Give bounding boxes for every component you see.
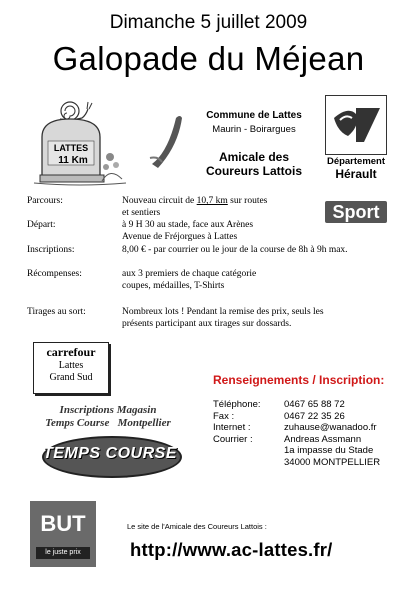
detail-value-depart (122, 220, 384, 243)
event-date: Dimanche 5 juillet 2009 (109, 12, 308, 33)
contact-fax: 0467 22 35 26 (284, 410, 345, 422)
parcours-line-1: Nouveau circuit de 10,7 km sur routes (122, 196, 268, 206)
contact-labels (213, 399, 261, 445)
but-logo (30, 501, 96, 567)
contact-address-1: 1a impasse du Stade (284, 445, 374, 456)
recompenses-line-1: aux 3 premiers de chaque catégorie (122, 269, 257, 279)
amicale-swoosh-logo (148, 112, 188, 170)
depart-line-2: Avenue de Fréjorgues à Lattes (122, 231, 238, 242)
temps-course-logo: TEMPS COURSE (42, 445, 177, 462)
herault-sport: Sport (325, 201, 387, 223)
detail-value-inscriptions: 8,00 € - par courrier ou le jour de la course de 8h à 9h max. (122, 245, 348, 255)
contact-label-courrier: Courrier : (213, 433, 253, 445)
contact-phone: 0467 65 88 72 (284, 399, 345, 410)
amicale-line-1: Amicale des (218, 150, 290, 164)
detail-label-depart: Départ: (27, 220, 56, 230)
renseignements-heading: Renseignements / Inscription: (213, 373, 385, 387)
herault-line-1: Département (326, 156, 386, 167)
contact-email[interactable]: zuhause@wanadoo.fr (284, 422, 377, 433)
detail-value-parcours (122, 196, 384, 219)
carrefour-brand: carrefour (46, 345, 96, 359)
recompenses-line-2: coupes, médailles, T-Shirts (122, 280, 225, 291)
herault-emblem (325, 95, 387, 155)
tirages-line-1: Nombreux lots ! Pendant la remise des prix, seuls les (122, 307, 324, 317)
tirages-line-2: présents participant aux tirages sur dossards. (122, 318, 292, 329)
milestone-text-2: 11 Km (58, 155, 88, 166)
detail-label-tirages: Tirages au sort: (27, 307, 86, 317)
contact-values (284, 399, 380, 468)
parcours-line-2: et sentiers (122, 207, 161, 218)
galopade-logo (30, 97, 130, 189)
but-brand: BUT (40, 511, 86, 536)
carrefour-line-2: Grand Sud (49, 372, 93, 383)
detail-value-recompenses (122, 269, 384, 292)
but-tagline: le juste prix (36, 547, 90, 559)
swoosh-icon (148, 112, 188, 170)
website-caption: Le site de l'Amicale des Coureurs Lattois : (127, 522, 267, 531)
herault-emblem-icon (326, 96, 385, 153)
detail-label-recompenses: Récompenses: (27, 269, 82, 279)
website-url[interactable]: http://www.ac-lattes.fr/ (130, 539, 333, 560)
depart-line-1: à 9 H 30 au stade, face aux Arènes (122, 220, 254, 230)
contact-label-fax: Fax : (213, 410, 235, 422)
contact-courrier: Andreas Assmann (284, 433, 362, 445)
detail-label-parcours: Parcours: (27, 196, 63, 206)
herault-line-2: Hérault (335, 167, 377, 181)
event-title: Galopade du Méjean (52, 40, 365, 77)
carrefour-sponsor (33, 342, 109, 394)
detail-label-inscriptions: Inscriptions: (27, 245, 75, 255)
temps-course-line-1: Inscriptions Magasin (59, 404, 157, 416)
temps-course-sponsor (18, 404, 198, 486)
milestone-snail-icon (30, 97, 130, 189)
contact-label-internet: Internet : (213, 422, 251, 433)
commune-quartiers: Maurin - Boirargues (212, 124, 296, 135)
detail-value-tirages (122, 307, 384, 330)
amicale-name (190, 150, 318, 178)
commune-name: Commune de Lattes (206, 110, 302, 121)
amicale-line-2: Coureurs Lattois (205, 164, 302, 178)
contact-address-2: 34000 MONTPELLIER (284, 456, 381, 468)
milestone-text-1: LATTES (53, 143, 89, 153)
temps-course-line-2: Temps Course Montpellier (45, 417, 171, 429)
parcours-distance: 10,7 km (196, 196, 228, 206)
carrefour-line-1: Lattes (58, 360, 84, 371)
contact-label-phone: Téléphone: (213, 399, 261, 410)
